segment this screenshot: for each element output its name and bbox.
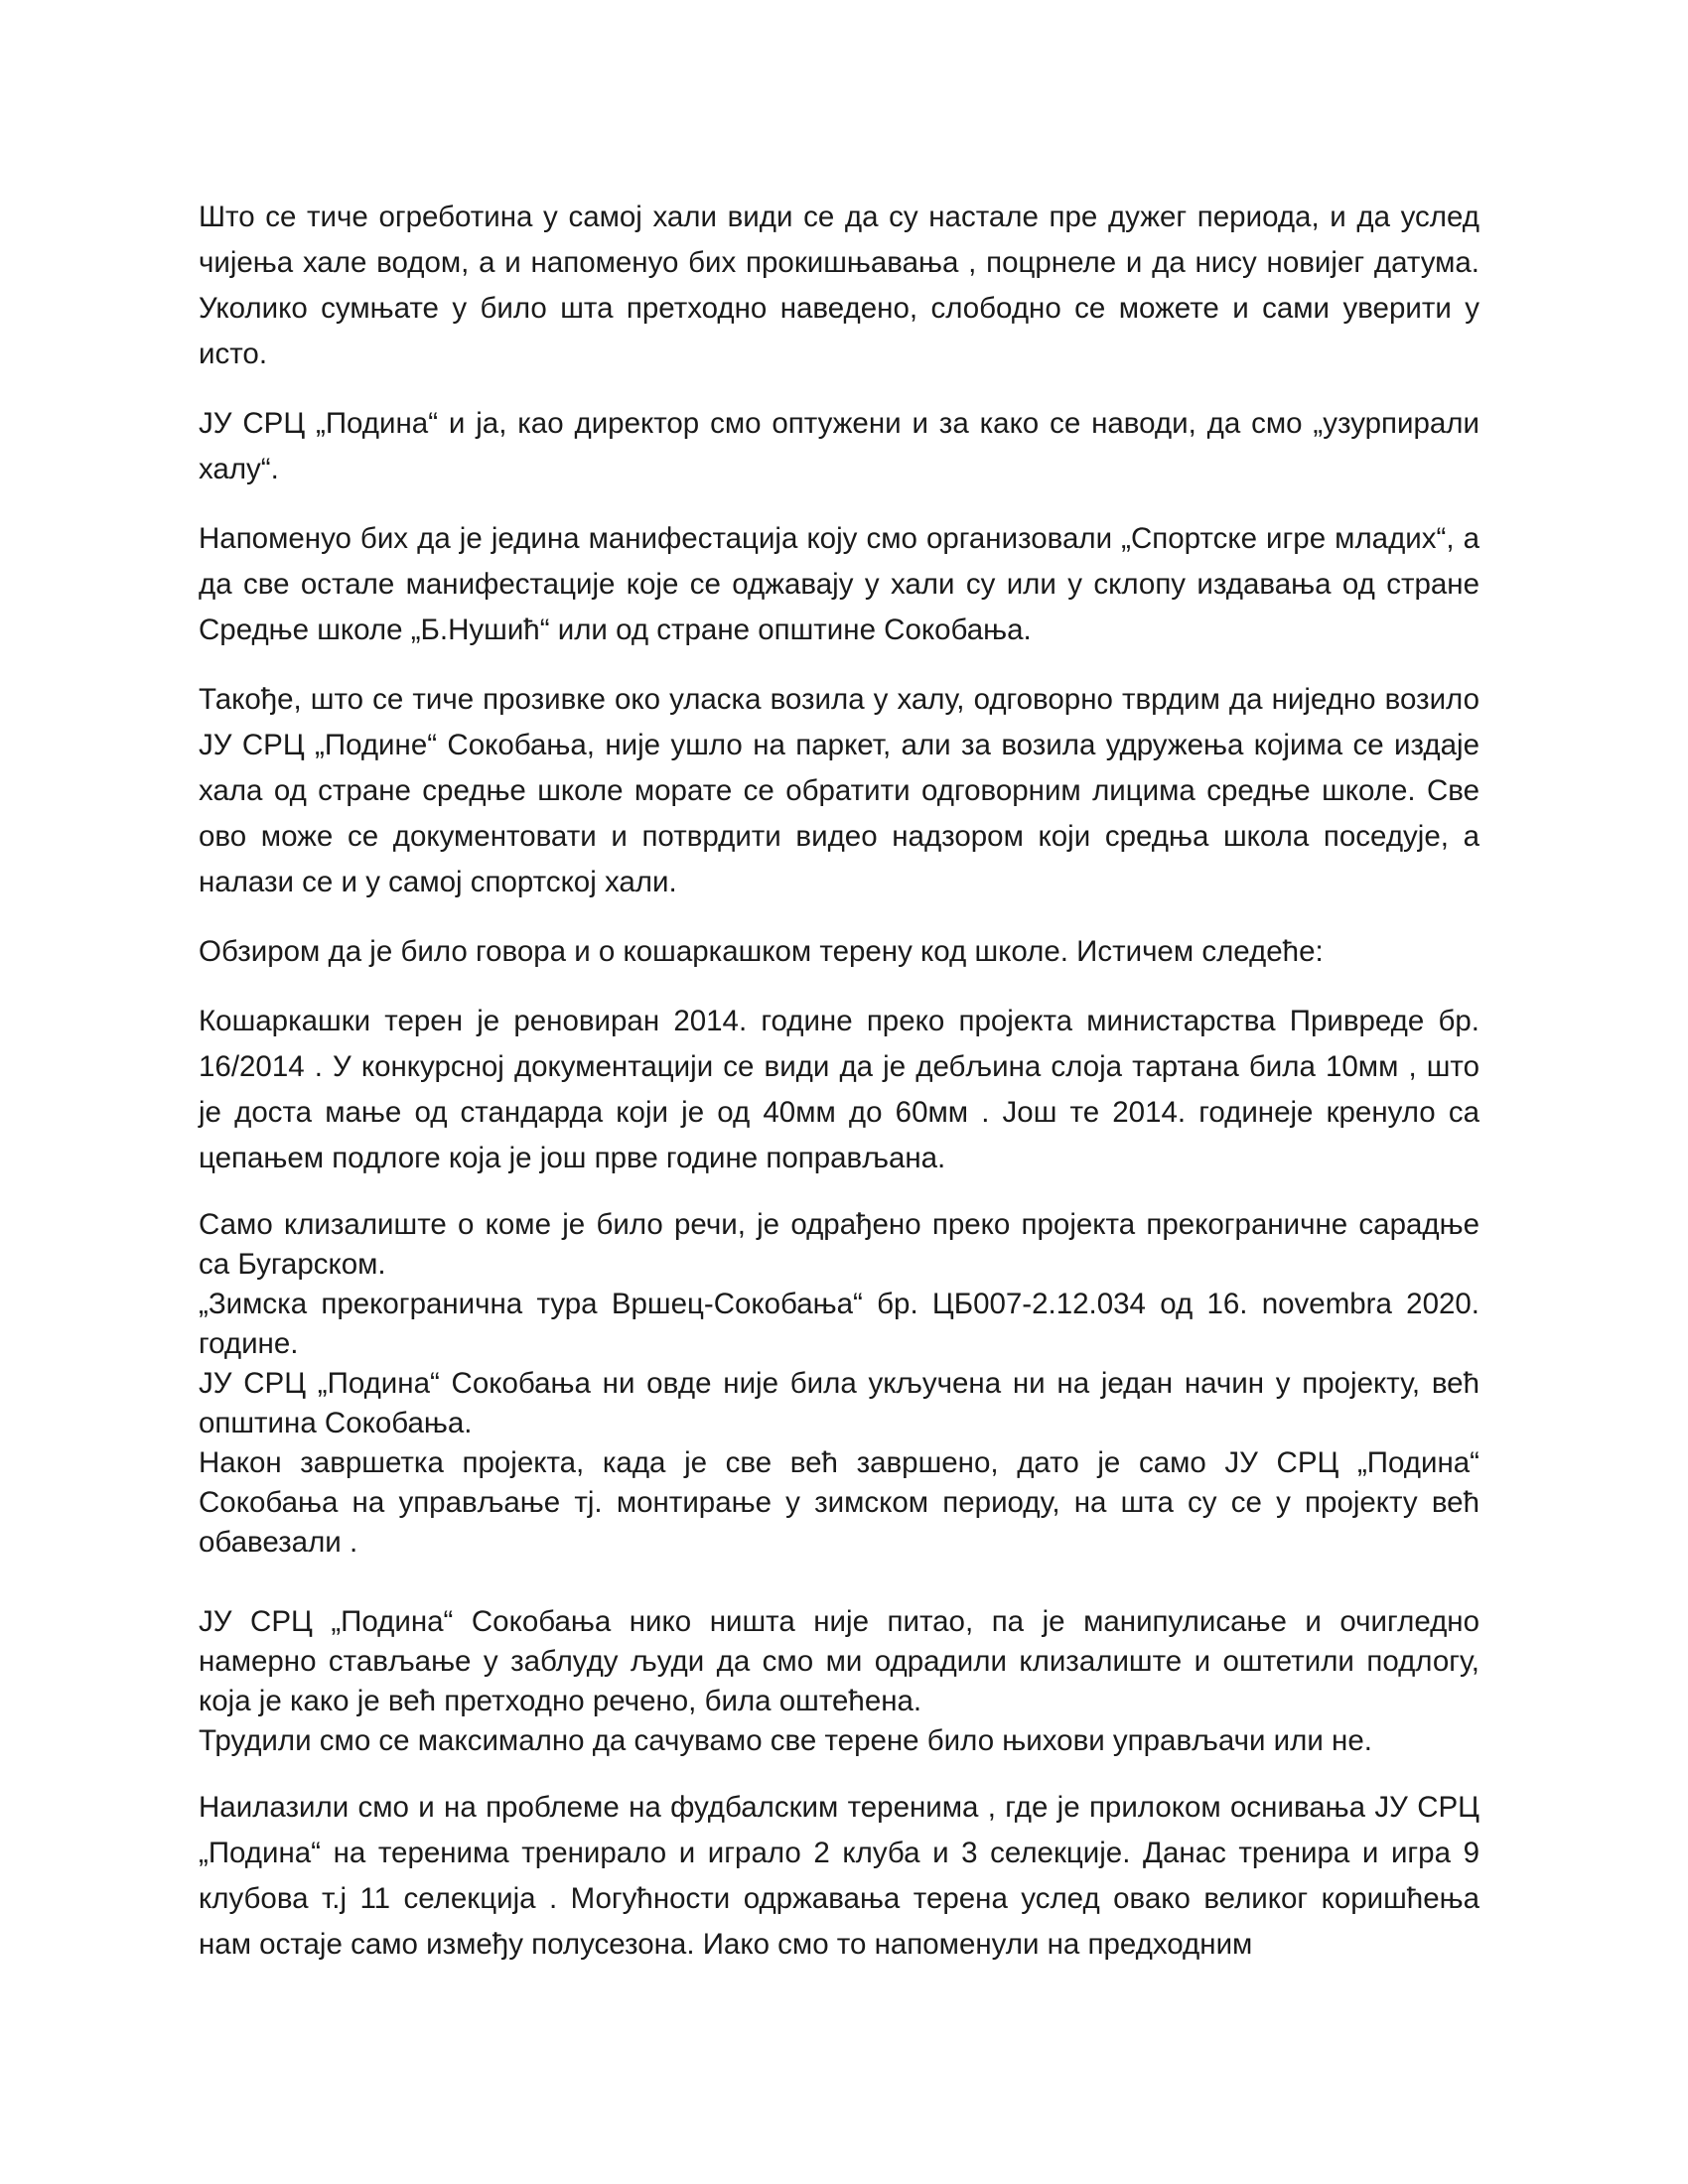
paragraph-accusation: ЈУ СРЦ „Подина“ и ја, као директор смо оптужени и за како се наводи, да смо „узурпирали халу“.: [199, 407, 1479, 485]
paragraph-events: Напоменуо бих да је једина манифестација коју смо организовали „Спортске игре младих“, а да све остале манифестације које се оджавају у хали су или у склопу издавања од стране Средње школе „Б.Нушић“ или од стране општине Сокобања.: [199, 522, 1479, 646]
paragraph-vehicles: Такође, што се тиче прозивке око уласка возила у халу, одговорно тврдим да ниједно возило ЈУ СРЦ „Подине“ Сокобања, није ушло на паркет, али за возила удружења којима се издаје хала од стране средње школе морате се обратити одговорним лицима средње школе. Све ово може се документовати и потврдити видео надзором који средња школа поседује, а налази се и у самој спортској хали.: [199, 683, 1479, 898]
paragraph-scratches: Што се тиче огреботина у самој хали види се да су настале пре дужег периода, и да услед чијења хале водом, а и напоменуо бих прокишњавања , поцрнеле и да нису новијег датума. Уколико сумњате у било шта претходно наведено, слободно се можете и сами уверити у исто.: [199, 201, 1479, 370]
preservation-line: Трудили смо се максимално да сачувамо све терене било њихови управљачи или не.: [199, 1724, 1372, 1757]
paragraph-basketball-intro: Обзиром да је било говора и о кошаркашком терену код школе. Истичем следеће:: [199, 935, 1324, 968]
ice-rink-line-tour: „Зимска прекогранична тура Вршец-Сокобања“ бр. ЦБ007-2.12.034 од 16. novembra 2020. године.: [199, 1288, 1479, 1360]
paragraph-basketball-court: Кошаркашки терен је реновиран 2014. године преко пројекта министарства Привреде бр. 16/2014 . У конкурсној документацији се види да је дебљина слоја тартана била 10мм , што је доста мање од стандарда који је од 40мм до 60мм . Још те 2014. годинеје кренуло са цепањем подлоге која је још прве године поправљана.: [199, 1005, 1479, 1174]
paragraph-ice-rink-block: [199, 1205, 1479, 1563]
ice-rink-line-project: Само клизалиште о коме је било речи, је одрађено преко пројекта прекограничне сарадње са Бугарском.: [199, 1208, 1479, 1281]
document-page: [199, 195, 1479, 1968]
paragraph-manipulation-block: [199, 1602, 1479, 1761]
ice-rink-line-municipality: ЈУ СРЦ „Подина“ Сокобања ни овде није била укључена ни на један начин у пројекту, већ општина Сокобања.: [199, 1367, 1479, 1439]
ice-rink-line-management: Након завршетка пројекта, када је све већ завршено, дато је само ЈУ СРЦ „Подина“ Сокобања на управљање тј. монтирање у зимском периоду, на шта су се у пројекту већ обавезали .: [199, 1446, 1479, 1559]
paragraph-football-fields: Наилазили смо и на проблеме на фудбалским теренима , где је прилоком оснивања ЈУ СРЦ „Подина“ на теренима тренирало и играло 2 клуба и 3 селекције. Данас тренира и игра 9 клубова т.ј 11 селекција . Могућности одржавања терена услед овако великог коришћења нам остаје само између полусезона. Иако смо то напоменули на предходним: [199, 1791, 1479, 1961]
manipulation-line: ЈУ СРЦ „Подина“ Сокобања нико ништа није питао, па је манипулисање и очигледно намерно стављање у заблуду људи да смо ми одрадили клизалиште и оштетили подлогу, која је како је већ претходно речено, била оштећена.: [199, 1605, 1479, 1717]
